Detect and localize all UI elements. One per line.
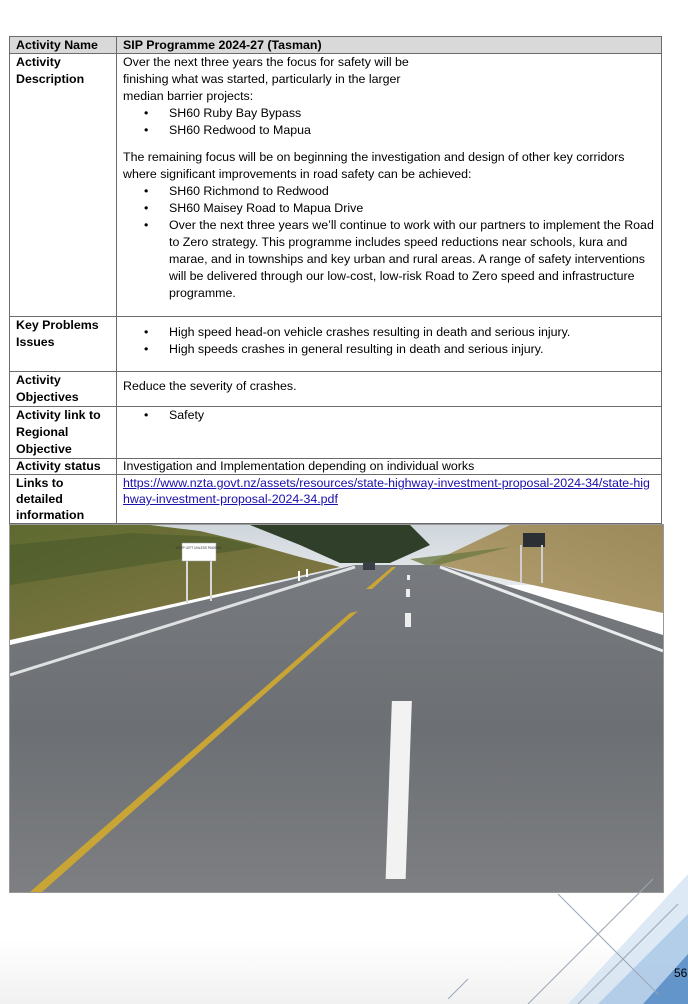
objectives-label: Activity Objectives (10, 372, 117, 407)
table-row-regional (10, 407, 662, 459)
detailed-info-link[interactable]: https://www.nzta.govt.nz/assets/resources/state-highway-investment-proposal-2024-34/state-highway-investment-proposal-2024-34.pdf (123, 476, 650, 506)
sign-text: KEEP LEFT UNLESS PASSING (176, 546, 222, 550)
table-row-links (10, 475, 662, 524)
intro-line: finishing what was started, particularly in the larger (123, 72, 401, 86)
description-cell (117, 54, 662, 317)
activity-table (9, 36, 662, 524)
regional-label: Activity link to Regional Objective (10, 407, 117, 459)
status-value: Investigation and Implementation depending on individual works (117, 459, 662, 475)
table-header-row (10, 37, 662, 54)
problems-list (123, 324, 655, 358)
page-number: 56 (674, 966, 688, 980)
table-row-status (10, 459, 662, 475)
regional-cell (117, 407, 662, 459)
status-label: Activity status (10, 459, 117, 475)
problems-label: Key Problems Issues (10, 317, 117, 372)
problems-cell (117, 317, 662, 372)
intro-line: median barrier projects: (123, 89, 254, 103)
table-row-objectives (10, 372, 662, 407)
header-value: SIP Programme 2024-27 (Tasman) (117, 37, 662, 54)
list-item: • SH60 Redwood to Mapua (123, 122, 655, 139)
header-label: Activity Name (10, 37, 117, 54)
corridor-list (123, 183, 655, 302)
intro-line: Over the next three years the focus for safety will be (123, 55, 409, 69)
road-photo-illustration (10, 525, 663, 892)
table-row-description (10, 54, 662, 317)
road-photo (9, 524, 664, 893)
list-item: • SH60 Richmond to Redwood (123, 183, 655, 200)
links-label: Links to detailed information (10, 475, 117, 524)
table-row-problems (10, 317, 662, 372)
corner-decoration (428, 874, 688, 1004)
paragraph: The remaining focus will be on beginning the investigation and design of other key corridors where significant improvements in road safety can be achieved: (123, 150, 625, 181)
list-item: • Over the next three years we’ll continue to work with our partners to implement the Road to Zero strategy. This programme includes speed reductions near schools, kura and marae, and in townships and key urban and rural areas. A range of safety interventions will be delivered through our low-cost, low-risk Road to Zero speed and infrastructure programme. (123, 217, 655, 302)
list-item: • High speeds crashes in general resulting in death and serious injury. (123, 341, 655, 358)
regional-list (123, 407, 655, 424)
description-label: Activity Description (10, 54, 117, 317)
list-item: • SH60 Maisey Road to Mapua Drive (123, 200, 655, 217)
list-item: • SH60 Ruby Bay Bypass (123, 105, 655, 122)
links-cell (117, 475, 662, 524)
list-item: • High speed head-on vehicle crashes resulting in death and serious injury. (123, 324, 655, 341)
list-item: • Safety (123, 407, 655, 424)
project-list (123, 105, 655, 139)
objectives-value: Reduce the severity of crashes. (117, 372, 662, 407)
